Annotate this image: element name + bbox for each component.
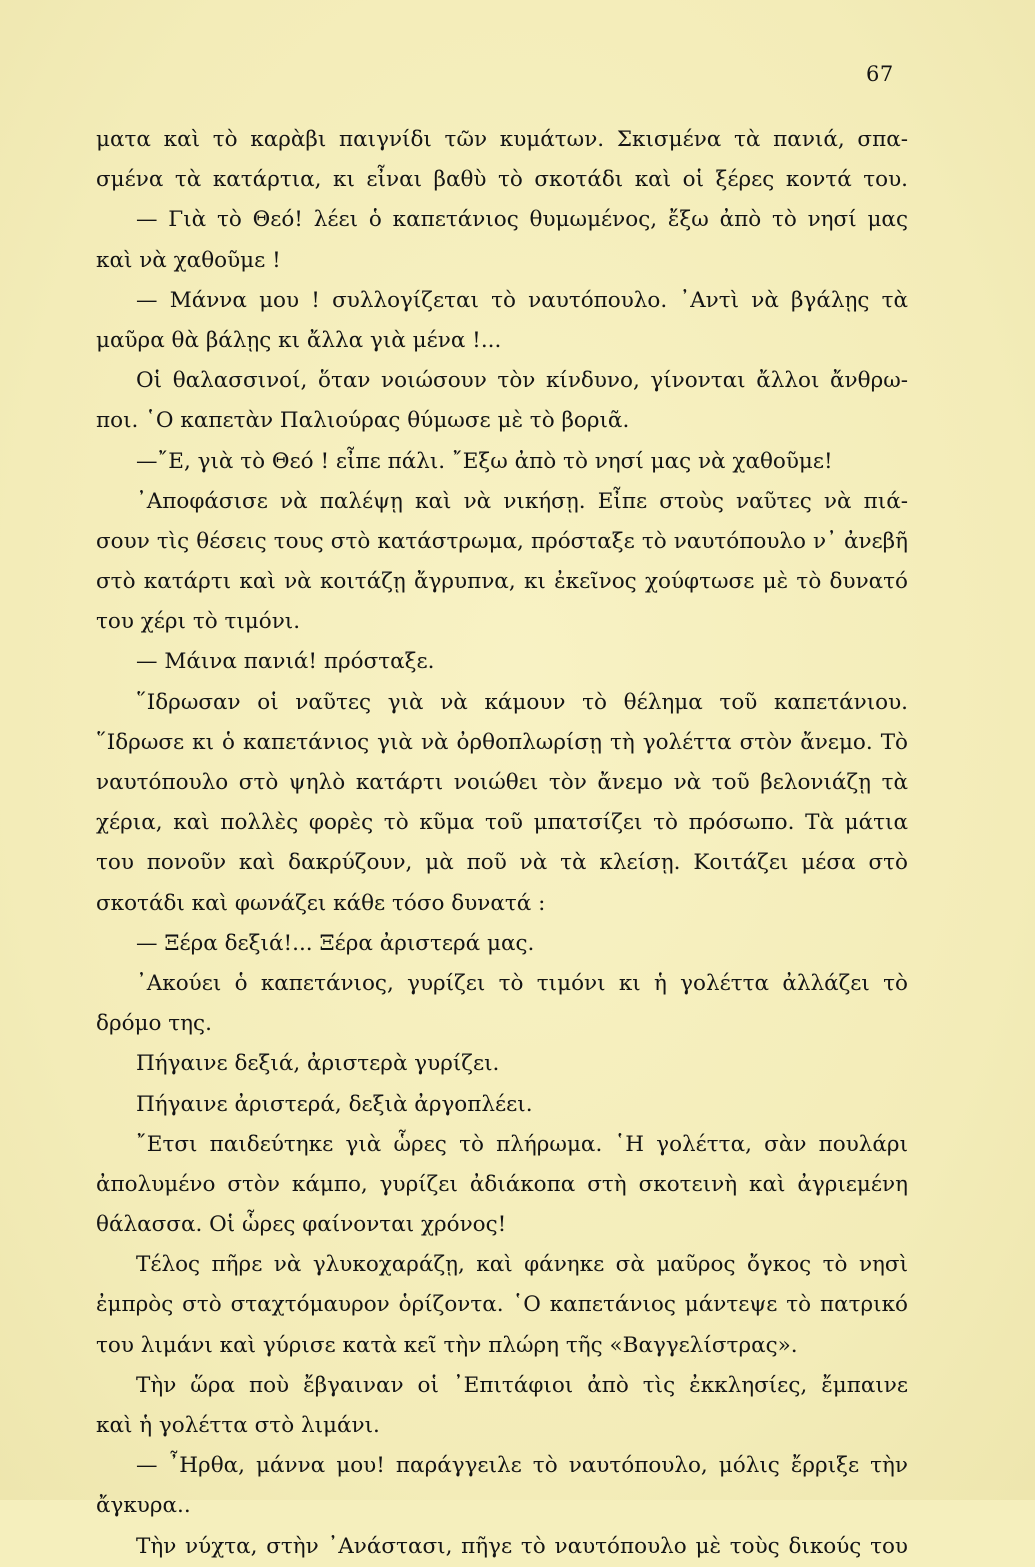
text-line: ᾿Αποφάσισε νὰ παλέψῃ καὶ νὰ νικήσῃ. Εἶπε στοὺς ναῦτες νὰ πιά- — [136, 488, 908, 514]
text-line: στὸ κατάρτι καὶ νὰ κοιτάζῃ ἄγρυπνα, κι ἐκεῖνος χούφτωσε μὲ τὸ δυνατό — [96, 569, 908, 595]
text-line: Τέλος πῆρε νὰ γλυκοχαράζῃ, καὶ φάνηκε σὰ μαῦρος ὄγκος τὸ νησὶ — [136, 1252, 908, 1278]
text-line: ναυτόπουλο στὸ ψηλὸ κατάρτι νοιώθει τὸν ἄνεμο νὰ τοῦ βελονιάζῃ τὰ — [96, 770, 908, 795]
text-line: ῎Ετσι παιδεύτηκε γιὰ ὧρες τὸ πλήρωμα. ῾Η γολέττα, σὰν πουλάρι — [136, 1131, 908, 1157]
text-line: μαῦρα θὰ βάλῃς κι ἄλλα γιὰ μένα !... — [96, 327, 502, 353]
page-number: 67 — [866, 62, 894, 86]
body-text — [96, 120, 908, 1567]
text-line: του χέρι τὸ τιμόνι. — [96, 609, 301, 635]
text-line: σμένα τὰ κατάρτια, κι εἶναι βαθὺ τὸ σκοτάδι καὶ οἱ ξέρες κοντά του. — [96, 167, 908, 193]
text-line: Οἱ θαλασσινοί, ὅταν νοιώσουν τὸν κίνδυνο, γίνονται ἄλλοι ἄνθρω- — [136, 368, 908, 394]
text-line: Τὴν ὥρα ποὺ ἔβγαιναν οἱ ᾿Επιτάφιοι ἀπὸ τὶς ἐκκλησίες, ἔμπαινε — [136, 1372, 908, 1398]
text-line: Πήγαινε ἀριστερά, δεξιὰ ἀργοπλέει. — [136, 1091, 533, 1117]
text-line: ᾿Ακούει ὁ καπετάνιος, γυρίζει τὸ τιμόνι κι ἡ γολέττα ἀλλάζει τὸ — [136, 970, 908, 996]
text-line: — Γιὰ τὸ Θεό! λέει ὁ καπετάνιος θυμωμένος, ἔξω ἀπὸ τὸ νησί μας — [136, 207, 908, 233]
text-line: Τὴν νύχτα, στὴν ᾿Ανάστασι, πῆγε τὸ ναυτόπουλο μὲ τοὺς δικούς του — [136, 1533, 908, 1559]
text-line: σουν τὶς θέσεις τους στὸ κατάστρωμα, πρόσταξε τὸ ναυτόπουλο ν᾿ ἀνεβῆ — [96, 528, 908, 554]
text-line: ἀπολυμένο στὸν κάμπο, γυρίζει ἀδιάκοπα στὴ σκοτεινὴ καὶ ἀγριεμένη — [96, 1171, 908, 1197]
text-line: του λιμάνι καὶ γύρισε κατὰ κεῖ τὴν πλώρη τῆς «Βαγγελίστρας». — [96, 1332, 798, 1358]
text-line: — Ξέρα δεξιά!... Ξέρα ἀριστερά μας. — [136, 930, 535, 956]
text-line: σκοτάδι καὶ φωνάζει κάθε τόσο δυνατά : — [96, 890, 546, 916]
text-line: καὶ νὰ χαθοῦμε ! — [96, 247, 281, 273]
text-line: ἄγκυρα.. — [96, 1493, 191, 1519]
text-line: του πονοῦν καὶ δακρύζουν, μὰ ποῦ νὰ τὰ κλείσῃ. Κοιτάζει μέσα στὸ — [96, 850, 908, 876]
text-line: ἐμπρὸς στὸ σταχτόμαυρον ὁρίζοντα. ῾Ο καπετάνιος μάντεψε τὸ πατρικό — [96, 1292, 908, 1318]
text-line: χέρια, καὶ πολλὲς φορὲς τὸ κῦμα τοῦ μπατσίζει τὸ πρόσωπο. Τὰ μάτια — [96, 810, 908, 836]
text-line: θάλασσα. Οἱ ὧρες φαίνονται χρόνος! — [96, 1212, 507, 1238]
text-line: —῎Ε, γιὰ τὸ Θεό ! εἶπε πάλι. ῎Εξω ἀπὸ τὸ νησί μας νὰ χαθοῦμε! — [136, 448, 833, 474]
text-line: — Μάινα πανιά! πρόσταξε. — [136, 649, 435, 675]
text-line: ποι. ῾Ο καπετὰν Παλιούρας θύμωσε μὲ τὸ βοριᾶ. — [96, 408, 630, 434]
text-line: καὶ ἡ γολέττα στὸ λιμάνι. — [96, 1413, 380, 1438]
text-line: — Μάννα μου ! συλλογίζεται τὸ ναυτόπουλο. ᾿Αντὶ νὰ βγάλῃς τὰ — [136, 287, 908, 313]
text-line: ῞Ιδρωσαν οἱ ναῦτες γιὰ νὰ κάμουν τὸ θέλημα τοῦ καπετάνιου. — [136, 689, 908, 715]
text-line: δρόμο της. — [96, 1011, 212, 1037]
text-line: Πήγαινε δεξιά, ἀριστερὰ γυρίζει. — [136, 1051, 500, 1077]
text-line: ματα καὶ τὸ καρὰβι παιγνίδι τῶν κυμάτων. Σκισμένα τὰ πανιά, σπα- — [96, 127, 908, 152]
text-line: ῞Ιδρωσε κι ὁ καπετάνιος γιὰ νὰ ὀρθοπλωρίσῃ τὴ γολέττα στὸν ἄνεμο. Τὸ — [96, 729, 908, 755]
text-line: — ῏Ηρθα, μάννα μου! παράγγειλε τὸ ναυτόπουλο, μόλις ἔρριξε τὴν — [136, 1453, 908, 1479]
